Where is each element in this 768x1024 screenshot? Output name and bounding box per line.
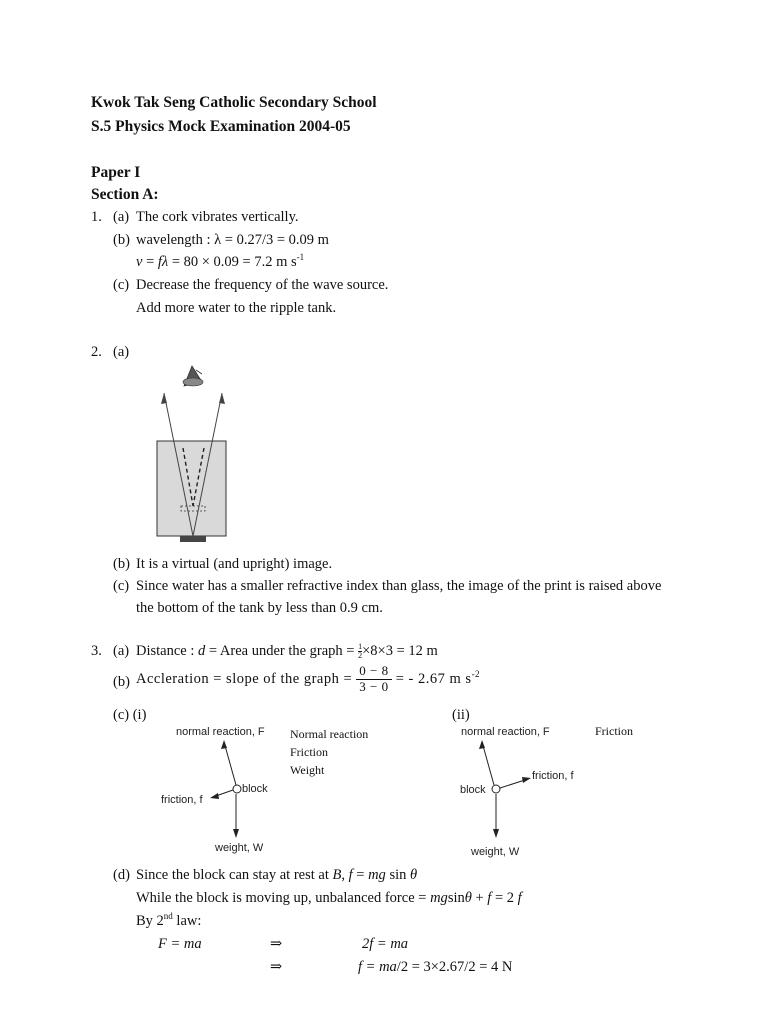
diag1-friction-label: friction, f xyxy=(161,794,203,806)
q3-a-pre: Distance : xyxy=(136,643,199,659)
d-eq1-left: F = ma xyxy=(158,936,202,952)
q1-b-v: v xyxy=(136,254,143,270)
q3-a-d: d xyxy=(198,643,206,659)
force-i-2: Weight xyxy=(290,763,325,777)
q1-c-label: (c) xyxy=(113,277,130,293)
q3-c-ii-label: (ii) xyxy=(452,707,470,723)
q2-number: 2. xyxy=(91,344,102,360)
d-line1-post: sin xyxy=(385,867,410,883)
tank-base xyxy=(180,536,206,542)
d-sep: , xyxy=(341,867,349,883)
d-line3-pre: By 2 xyxy=(136,913,164,929)
force-i-1: Friction xyxy=(290,745,328,759)
d-line2-theta: θ xyxy=(464,890,472,906)
force-i-0: Normal reaction xyxy=(290,727,369,741)
d-line1-pre: Since the block can stay at rest at xyxy=(136,867,333,883)
q3-b-post: = - 2.67 m s xyxy=(391,670,472,687)
q2-b-text: It is a virtual (and upright) image. xyxy=(136,556,333,572)
d-arrow1: ⇒ xyxy=(270,936,283,952)
force-diagram-i xyxy=(160,730,300,860)
d-line2-mid: sin xyxy=(447,890,465,906)
exam-title: S.5 Physics Mock Examination 2004-05 xyxy=(91,118,351,135)
q1-b-sup: -1 xyxy=(296,252,305,263)
q3-a-text xyxy=(136,643,438,660)
school-name: Kwok Tak Seng Catholic Secondary School xyxy=(91,94,377,111)
d-f: f xyxy=(348,867,353,883)
section-title: Section A: xyxy=(91,186,159,203)
q2-a-label: (a) xyxy=(113,344,130,360)
slope-fraction xyxy=(356,664,391,695)
q1-a-label: (a) xyxy=(113,209,130,225)
q2-c-line2: the bottom of the tank by less than 0.9 cm. xyxy=(136,600,383,616)
force-ii-0: Friction xyxy=(595,724,633,738)
q3-b-label: (b) xyxy=(113,674,130,690)
slope-den: 3 − 0 xyxy=(359,678,389,694)
q3-d-label: (d) xyxy=(113,867,130,883)
q1-number: 1. xyxy=(91,209,102,225)
q3-b-text xyxy=(136,664,480,695)
d-B: B xyxy=(332,867,342,883)
q1-b-label: (b) xyxy=(113,232,130,248)
q3-a-mid: = Area under the graph = xyxy=(205,643,359,659)
forces-list-i xyxy=(290,725,368,779)
d-theta: θ xyxy=(409,867,418,883)
diag1-weight-label: weight, W xyxy=(215,842,264,854)
q3-a-post: ×8×3 = 12 m xyxy=(362,643,438,659)
paper-title: Paper I xyxy=(91,164,141,181)
d-line1-eq: = xyxy=(352,867,369,883)
d-line2-post: = 2 xyxy=(491,890,518,906)
tank-diagram xyxy=(140,360,260,545)
q1-a-text: The cork vibrates vertically. xyxy=(136,209,299,225)
q1-c-line1: Decrease the frequency of the wave source. xyxy=(136,277,389,293)
diag2-normal-label: normal reaction, F xyxy=(461,726,550,738)
diag1-block-label: block xyxy=(242,783,268,795)
d-arrow2: ⇒ xyxy=(270,959,283,975)
d-eq1-right: 2f = ma xyxy=(362,936,409,952)
d-eq2 xyxy=(358,959,512,976)
q2-b-label: (b) xyxy=(113,556,130,572)
q3-c-label: (c) (i) xyxy=(113,707,147,723)
force-diagram-ii xyxy=(460,730,600,860)
d-line3-sup: nd xyxy=(163,911,173,922)
q3-b-pre: Accleration = slope of the graph = xyxy=(136,670,357,687)
q3-a-label: (a) xyxy=(113,643,130,659)
diag1-normal-label: normal reaction, F xyxy=(176,726,265,738)
d-line2-mg: mg xyxy=(430,890,448,906)
tank-rect xyxy=(157,441,226,536)
q1-b-speed xyxy=(136,254,304,271)
diag2-friction-label: friction, f xyxy=(532,770,574,782)
d-line2-f2: f xyxy=(517,890,522,906)
eye-icon xyxy=(183,366,203,386)
d-eq2-pre: f = ma xyxy=(358,959,397,975)
half-den: 2 xyxy=(358,651,363,661)
q3-b-sup: -2 xyxy=(471,668,481,679)
d-line2-pre: While the block is moving up, unbalanced force = xyxy=(136,890,431,906)
q2-c-label: (c) xyxy=(113,578,130,594)
d-mg: mg xyxy=(368,867,386,883)
q1-b-flambda: fλ xyxy=(157,254,169,270)
q3-number: 3. xyxy=(91,643,102,659)
d-eq2-post: /2 = 3×2.67/2 = 4 N xyxy=(396,959,513,975)
q3-d-line1 xyxy=(136,867,417,884)
q2-c-line1: Since water has a smaller refractive index than glass, the image of the print is raised above xyxy=(136,578,662,594)
slope-num: 0 − 8 xyxy=(356,664,391,680)
half-num: 1 xyxy=(358,642,363,652)
q3-d-line3 xyxy=(136,913,201,930)
q1-c-line2: Add more water to the ripple tank. xyxy=(136,300,337,316)
d-line2-f: f xyxy=(487,890,492,906)
diag2-weight-label: weight, W xyxy=(471,846,520,858)
diag2-block-label: block xyxy=(460,784,486,796)
q1-b-rest: = 80 × 0.09 = 7.2 m s xyxy=(168,254,297,270)
d-line3-post: law: xyxy=(172,913,202,929)
q1-b-text: wavelength : λ = 0.27/3 = 0.09 m xyxy=(136,232,329,248)
q1-b-eq: = xyxy=(142,254,158,270)
q3-d-line2 xyxy=(136,890,522,907)
d-line2-plus: + xyxy=(471,890,488,906)
